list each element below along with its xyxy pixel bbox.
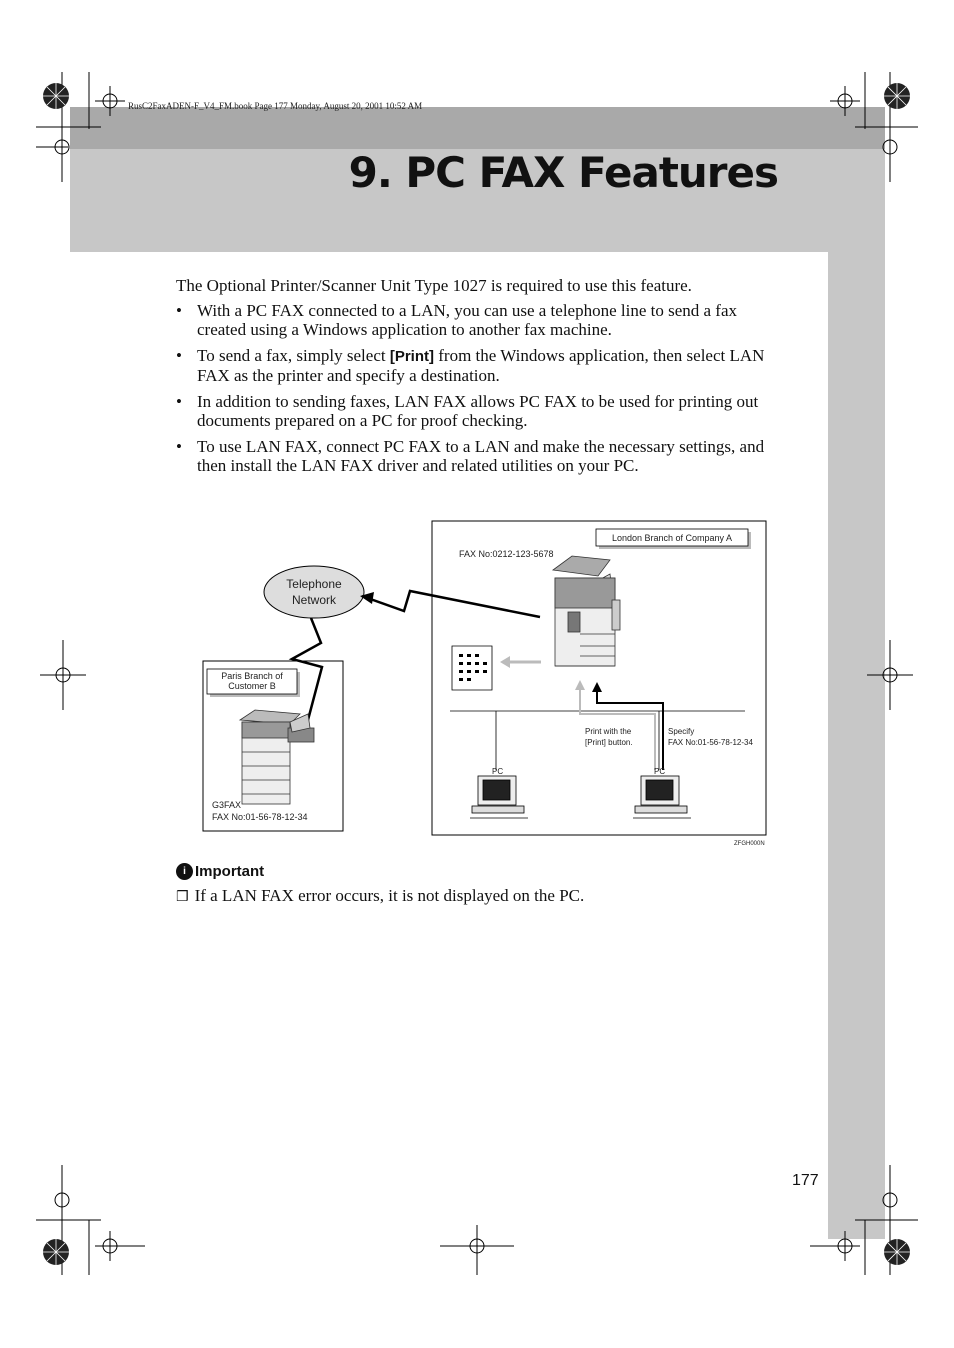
arrow-head-icon — [500, 656, 510, 668]
specify-instruction-line2: FAX No:01-56-78-12-34 — [668, 738, 753, 747]
print-instruction-line1: Print with the — [585, 727, 632, 736]
arrow-head-icon — [575, 680, 585, 690]
computer-icon — [633, 776, 691, 818]
g3fax-label: G3FAX — [212, 800, 242, 810]
important-icon: i — [176, 863, 193, 880]
specify-instruction-line1: Specify — [668, 727, 695, 736]
list-item: • To use LAN FAX, connect PC FAX to a LAN and make the necessary settings, and then install the LAN FAX driver and related utilities on your PC. — [176, 437, 765, 475]
arrow-head-icon — [592, 682, 602, 692]
bullet-icon: • — [176, 392, 182, 411]
list-item: • With a PC FAX connected to a LAN, you can use a telephone line to send a fax created using a Windows application to another fax machine. — [176, 301, 738, 339]
file-header-line: RusC2FaxADEN-F_V4_FM.book Page 177 Monday, August 20, 2001 10:52 AM — [128, 101, 423, 111]
chapter-title: 9. PC FAX Features — [348, 148, 778, 197]
paris-label-line2: Customer B — [228, 681, 276, 691]
pc-label: PC — [492, 767, 504, 776]
pc-label: PC — [654, 767, 666, 776]
figure-code: ZFGH000N — [734, 841, 765, 847]
telephone-label: Telephone — [286, 577, 342, 591]
printed-document-icon — [452, 646, 492, 690]
network-label: Network — [291, 593, 337, 607]
bullet-icon: • — [176, 346, 182, 365]
page-number: 177 — [792, 1172, 819, 1189]
computer-icon — [470, 776, 528, 818]
list-item: • In addition to sending faxes, LAN FAX allows PC FAX to be used for printing out documents prepared on a PC for proof checking. — [176, 392, 759, 430]
intro-paragraph: The Optional Printer/Scanner Unit Type 1027 is required to use this feature. — [176, 276, 692, 295]
bullet-icon: • — [176, 301, 182, 320]
paris-label-line1: Paris Branch of — [221, 671, 283, 681]
print-keyword: [Print] — [389, 348, 435, 365]
important-note: ❒ If a LAN FAX error occurs, it is not displayed on the PC. — [176, 886, 585, 905]
london-fax-number: FAX No:0212-123-5678 — [459, 549, 554, 559]
london-label: London Branch of Company A — [611, 533, 733, 543]
checkbox-icon: ❒ — [176, 889, 189, 905]
print-instruction-line2: [Print] button. — [585, 738, 633, 747]
g3fax-machine-icon — [240, 710, 314, 804]
phone-line-london — [362, 591, 540, 617]
paris-fax-number: FAX No:01-56-78-12-34 — [212, 812, 308, 822]
mfp-copier-icon — [553, 556, 620, 666]
list-item: • To send a fax, simply select [Print] from the Windows application, then select LAN FAX as the printer and specify a destination. — [176, 346, 765, 385]
bullet-icon: • — [176, 437, 182, 456]
important-heading: i Important — [176, 863, 264, 880]
telephone-network-cloud — [264, 566, 364, 618]
